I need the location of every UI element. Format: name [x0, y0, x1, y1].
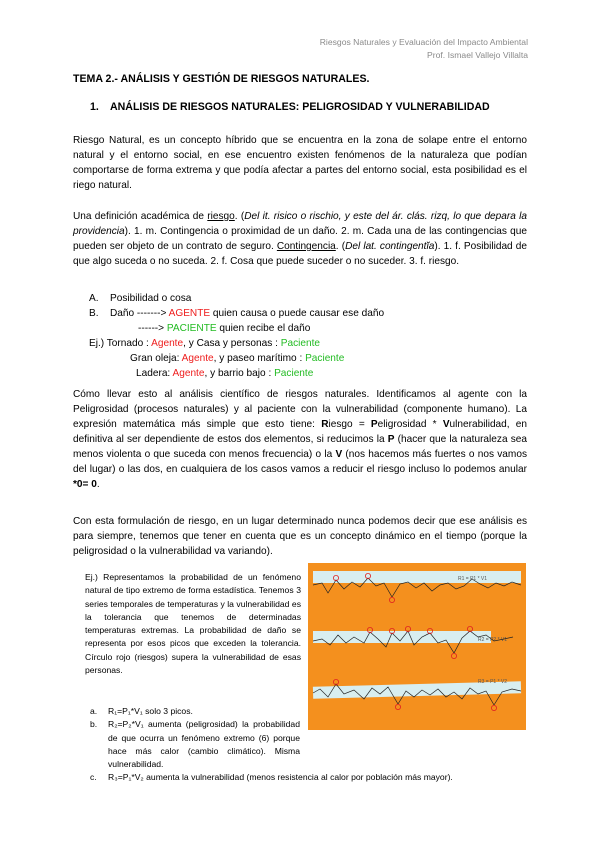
paragraph-formula — [73, 387, 527, 492]
example-paragraph: Ej.) Representamos la probabilidad de un fenómeno natural de tipo extremo de forma estadística. Tenemos 3 series temporales de temperaturas y la vulnerabilidad es la tolerancia que tenemos de determinadas temperaturas extremas. La probabilidad de daño se representa por esos picos que exceden la tolerancia. Círculo rojo (riesgos) supera la vulnerabilidad de esas personas. — [85, 572, 301, 676]
text-run: (nos hacemos más fuertes o nos vamos del lugar) o las dos, en cualquiera de los casos vamos a reducir el riesgo incluso lo podemos anular — [73, 449, 527, 475]
list-text — [138, 321, 310, 336]
list-item — [73, 291, 527, 306]
paragraph-definition: Riesgo Natural, es un concepto híbrido que se encuentra en la zona de solape entre el entorno natural y el entorno social, en ese encuentro existen fenómenos de la naturaleza que podían comportarse de forma extrema y que podía afectar a partes del entorno social, esta posibilidad es el riego natural. — [73, 135, 527, 191]
text-run: . — [96, 479, 100, 490]
section-number: 1. — [90, 101, 99, 113]
chapter-title: TEMA 2.- ANÁLISIS Y GESTIÓN DE RIESGOS NATURALES. — [73, 73, 370, 85]
list-marker: A. — [89, 293, 99, 304]
list-item — [90, 718, 300, 771]
series-label-2: R2 = P2 * V1 — [478, 637, 508, 643]
bold-letter: V — [335, 449, 343, 460]
text-run: . ( — [234, 211, 245, 222]
agente-word: Agente — [151, 338, 184, 349]
paciente-word: Paciente — [274, 368, 314, 379]
text-run: Cómo llevar esto al análisis científico de riesgos naturales. Identificamos al agente con la Peligrosidad (procesos naturales) y al paciente con la vulnerabilidad (componente humano). La expresión matemática más simple que esto tiene: — [73, 389, 527, 430]
text-run: Ej.) Tornado : — [89, 338, 152, 349]
text-run: ). 1. f. Posibilidad de que algo suceda o no suceda. 2. f. Cosa que puede suceder o no suceder. 3. f. riesgo. — [73, 241, 527, 267]
example-text — [89, 336, 320, 351]
example-cases-list — [90, 705, 550, 785]
paragraph-dynamic-risk: Con esta formulación de riesgo, en un lugar determinado nunca podemos decir que ese análisis es para siempre, tenemos que tener en cuenta que es un concepto dinámico en el tiempo (porque la peligrosidad o la vulnerabilidad va variando). — [73, 516, 527, 557]
term-contingencia: Contingencia — [276, 241, 336, 252]
list-item — [90, 705, 230, 718]
header-course-title: Riesgos Naturales y Evaluación del Impacto Ambiental — [319, 37, 528, 47]
text-run: ). 1. m. Contingencia o proximidad de un daño. 2. m. Cada una de las contingencias que pueden ser objeto de un contrato de seguro. — [73, 226, 527, 252]
paragraph-academic-definition — [73, 209, 527, 269]
bold-letter: V — [442, 419, 450, 430]
text-run: Una definición académica de — [73, 211, 208, 222]
text-run: iesgo = — [328, 419, 371, 430]
paciente-label: PACIENTE — [166, 323, 217, 334]
paciente-word: Paciente — [280, 338, 321, 349]
text-run: . ( — [335, 241, 346, 252]
etymology-riesgo: Del it. risico o rischio, y este del ár. clás. rizq, lo que depara la providencia — [73, 211, 528, 237]
bold-letter: P — [387, 434, 395, 445]
header-professor: Prof. Ismael Vallejo Villalta — [427, 49, 528, 60]
list-text: R₃=P₁*V₂ aumenta la vulnerabilidad (menos resistencia al calor por población más mayor). — [108, 772, 453, 783]
list-text: R₂=P₂*V₁ aumenta (peligrosidad) la probabilidad de que ocurra un fenómeno extremo (6) porque hace más calor (cambio climático). Misma vulnerabilidad. — [108, 719, 300, 770]
list-item — [73, 306, 527, 321]
text-run: ------> — [138, 323, 167, 334]
list-marker: c. — [90, 772, 97, 783]
text-run: quien causa o puede causar ese daño — [210, 308, 385, 319]
list-marker: a. — [90, 706, 98, 716]
section-title: ANÁLISIS DE RIESGOS NATURALES: PELIGROSIDAD Y VULNERABILIDAD — [110, 101, 490, 113]
list-text — [110, 306, 384, 321]
text-run: quien recibe el daño — [216, 323, 311, 334]
agente-word: Agente — [181, 353, 214, 364]
term-riesgo: riesgo — [207, 211, 235, 222]
example-row — [73, 366, 527, 381]
series-label-3: R3 = P1 * V2 — [478, 679, 508, 685]
agente-word: Agente — [172, 368, 205, 379]
text-run: Ladera: — [136, 368, 173, 379]
list-item — [90, 771, 550, 784]
agente-label: AGENTE — [168, 308, 211, 319]
etymology-contingencia: Del lat. contingentĭa — [345, 241, 435, 252]
text-run: , y barrio bajo : — [204, 368, 275, 379]
list-item — [73, 321, 527, 336]
text-run: Gran oleja: — [130, 353, 182, 364]
list-marker: b. — [90, 719, 98, 730]
text-run: ulnerabilidad, en definitiva al ser dependiente de estos dos elementos, si reducimos la — [73, 419, 528, 445]
list-text: R₁=P₁*V₁ solo 3 picos. — [108, 706, 193, 716]
tolerance-band-1 — [313, 571, 521, 583]
example-row — [73, 336, 527, 351]
example-text — [130, 351, 344, 366]
example-row — [73, 351, 527, 366]
example-text — [136, 366, 313, 381]
page-header — [320, 36, 528, 61]
list-text: Posibilidad o cosa — [110, 293, 192, 304]
text-run: eligrosidad * — [377, 419, 443, 430]
list-marker: B. — [89, 308, 99, 319]
text-run: , y Casa y personas : — [183, 338, 281, 349]
text-run: (hacer que la naturaleza sea menos violenta o que suceda con menos frecuencia) o la — [73, 434, 527, 460]
text-run: Daño -------> — [110, 308, 169, 319]
section-heading — [90, 101, 490, 113]
agent-patient-list — [73, 291, 527, 381]
bold-letter: R — [321, 419, 329, 430]
series-label-1: R1 = P1 * V1 — [458, 576, 488, 582]
text-run: , y paseo marítimo : — [213, 353, 306, 364]
bold-formula: *0= 0 — [73, 479, 97, 490]
bold-letter: P — [370, 419, 378, 430]
paciente-word: Paciente — [305, 353, 345, 364]
